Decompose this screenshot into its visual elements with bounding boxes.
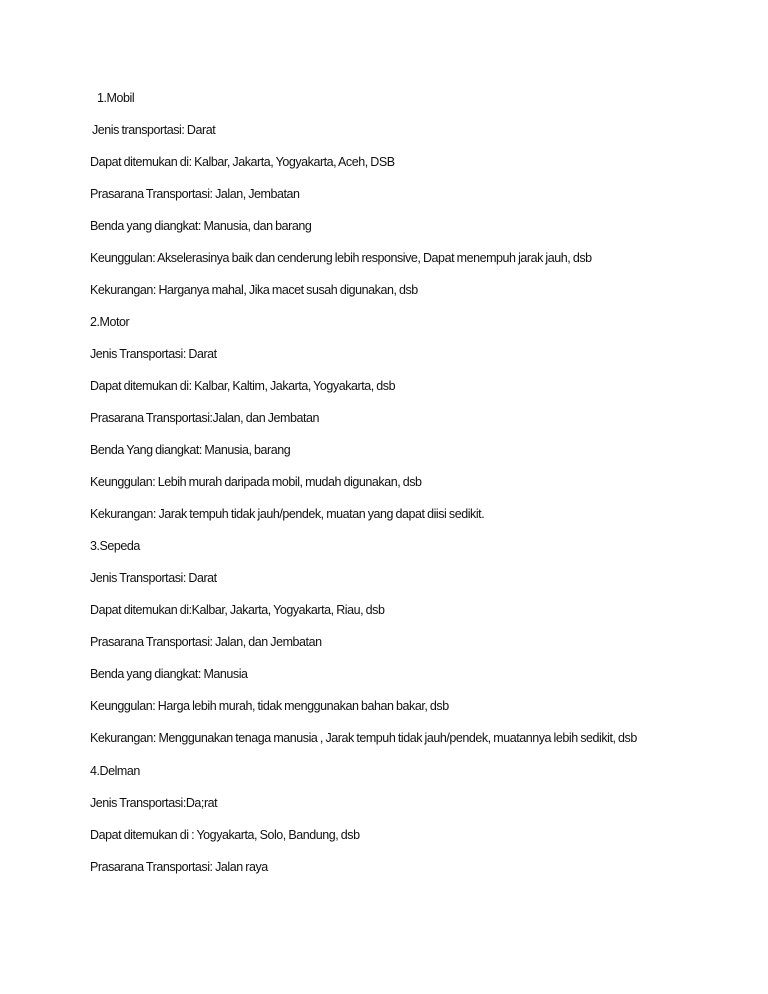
text-line: Kekurangan: Menggunakan tenaga manusia , Jarak tempuh tidak jauh/pendek, muatannya lebih sedikit, dsb [90, 731, 637, 745]
text-line: Keunggulan: Harga lebih murah, tidak menggunakan bahan bakar, dsb [90, 699, 449, 713]
text-line: Kekurangan: Jarak tempuh tidak jauh/pendek, muatan yang dapat diisi sedikit. [90, 507, 485, 521]
text-line: Jenis Transportasi: Darat [90, 571, 217, 585]
text-line: Dapat ditemukan di:Kalbar, Jakarta, Yogyakarta, Riau, dsb [90, 603, 385, 617]
text-line: Benda Yang diangkat: Manusia, barang [90, 443, 291, 457]
document-body [90, 89, 690, 890]
text-line: Benda yang diangkat: Manusia, dan barang [90, 219, 312, 233]
heading-mobil: 1.Mobil [97, 91, 135, 105]
heading-sepeda: 3.Sepeda [90, 539, 140, 553]
text-line: Dapat ditemukan di : Yogyakarta, Solo, Bandung, dsb [90, 828, 360, 842]
text-line: Dapat ditemukan di: Kalbar, Kaltim, Jakarta, Yogyakarta, dsb [90, 379, 396, 393]
heading-motor: 2.Motor [90, 315, 130, 329]
text-line: Prasarana Transportasi:Jalan, dan Jembatan [90, 411, 320, 425]
heading-delman: 4.Delman [90, 764, 140, 778]
text-line: Keunggulan: Lebih murah daripada mobil, mudah digunakan, dsb [90, 475, 422, 489]
text-line: Keunggulan: Akselerasinya baik dan cenderung lebih responsive, Dapat menempuh jarak jauh, dsb [90, 251, 592, 265]
text-line: Jenis Transportasi:Da;rat [90, 796, 218, 810]
text-line: Jenis Transportasi: Darat [90, 347, 217, 361]
text-line: Prasarana Transportasi: Jalan, Jembatan [90, 187, 300, 201]
text-line: Prasarana Transportasi: Jalan raya [90, 860, 268, 874]
text-line: Prasarana Transportasi: Jalan, dan Jembatan [90, 635, 322, 649]
text-line: Dapat ditemukan di: Kalbar, Jakarta, Yogyakarta, Aceh, DSB [90, 155, 395, 169]
text-line: Benda yang diangkat: Manusia [90, 667, 248, 681]
text-line: Jenis transportasi: Darat [92, 123, 216, 137]
text-line: Kekurangan: Harganya mahal, Jika macet susah digunakan, dsb [90, 283, 418, 297]
